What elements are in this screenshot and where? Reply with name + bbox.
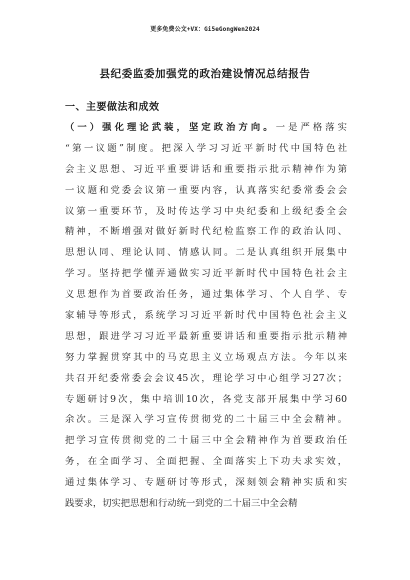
paragraph-line: 家辅导等形式，系统学习习近平新时代中国特色社会主义 (65, 310, 347, 322)
paragraph-line: 学习。坚持把学懂弄通做实习近平新时代中国特色社会主 (65, 268, 347, 280)
paragraph-line: 思想认同、理论认同、情感认同。二是认真组织开展集中 (65, 247, 347, 259)
paragraph-line: 践要求，切实把思想和行动统一到党的二十届三中全会精 (65, 498, 298, 510)
body-text (65, 118, 347, 515)
paragraph-line: 议第一重要环节，及时传达学习中央纪委和上级纪委全会 (65, 205, 347, 217)
document-title: 县纪委监委加强党的政治建设情况总结报告 (99, 68, 311, 80)
paragraph-line: 通过集体学习、专题研讨等形式，深刻领会精神实质和实 (65, 477, 347, 489)
paragraph-line: 把学习宣传贯彻党的二十届三中全会精神作为首要政治任 (65, 435, 347, 447)
paragraph-line: 会主义思想、习近平重要讲话和重要指示批示精神作为第 (65, 163, 347, 175)
subsection-heading: （一）强化理论武装，坚定政治方向。 (65, 122, 276, 133)
paragraph-line: 思想，跟进学习习近平最新重要讲话和重要指示批示精神 (65, 330, 347, 342)
line-text: 一是严格落实 (275, 122, 347, 133)
watermark-text: 更多免费公文+VX：Gi5eGongWen2024 (150, 26, 260, 33)
paragraph-line: 专题研讨9次，集中培训10次，各党支部开展集中学习60 (65, 393, 347, 405)
section-heading: 一、主要做法和成效 (65, 102, 160, 113)
paragraph-line: 精神，不断增强对做好新时代纪检监察工作的政治认同、 (65, 226, 347, 238)
paragraph-line: 努力掌握贯穿其中的马克思主义立场观点方法。今年以来 (65, 351, 347, 363)
paragraph-line: 务，在全面学习、全面把握、全面落实上下功夫求实效， (65, 456, 347, 468)
paragraph-line: 余次。三是深入学习宣传贯彻党的二十届三中全会精神。 (65, 414, 347, 426)
paragraph-line: 共召开纪委常委会会议45次，理论学习中心组学习27次； (65, 372, 347, 384)
paragraph-line (65, 118, 347, 139)
paragraph-line: 一议题和党委会议第一重要内容，认真落实纪委常委会会 (65, 184, 347, 196)
paragraph-line: 义思想作为首要政治任务，通过集体学习、个人自学、专 (65, 289, 347, 301)
paragraph-line: “第一议题”制度。把深入学习习近平新时代中国特色社 (65, 142, 347, 154)
